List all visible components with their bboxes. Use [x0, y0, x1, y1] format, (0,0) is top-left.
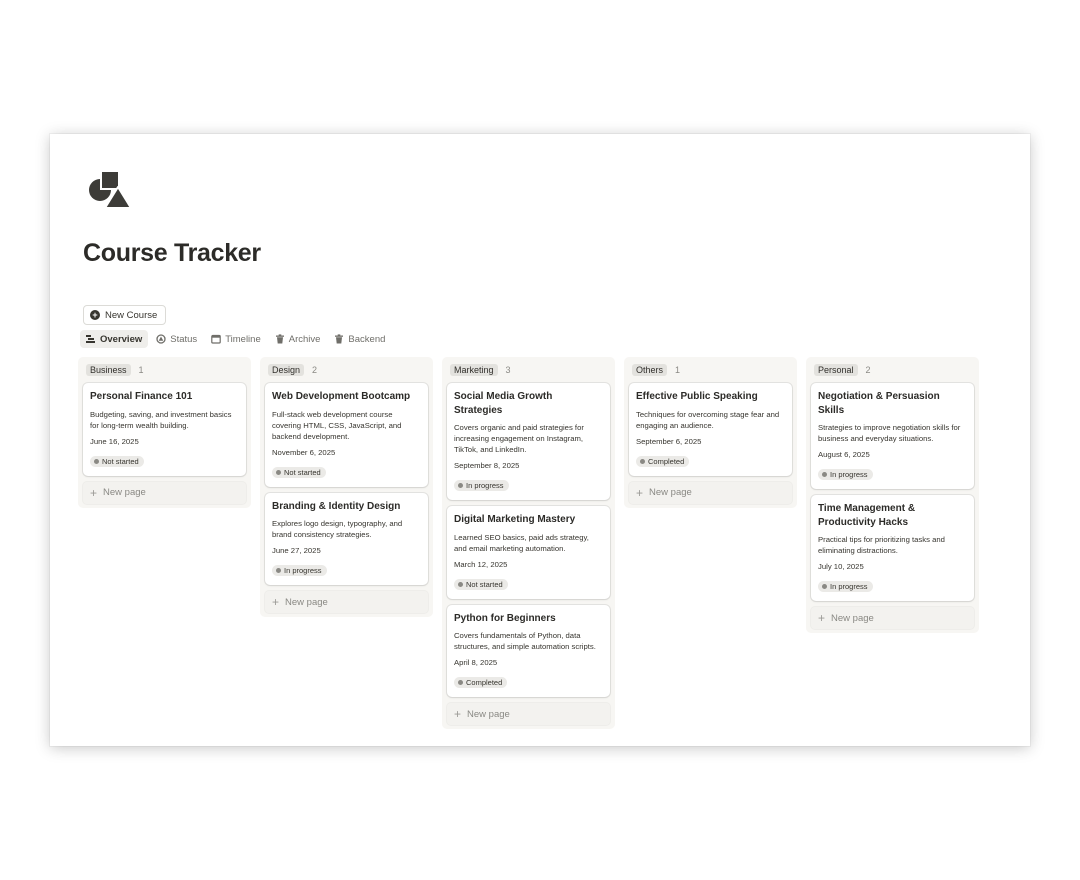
course-card[interactable] [629, 383, 792, 476]
card-title: Negotiation & Persuasion Skills [818, 391, 940, 416]
tab-label: Status [170, 333, 198, 345]
status-badge [454, 677, 507, 688]
status-badge [454, 579, 508, 590]
status-label: Not started [284, 467, 321, 477]
status-dot-icon [640, 459, 645, 464]
card-description: Budgeting, saving, and investment basics for long-term wealth building. [90, 409, 232, 430]
tab-timeline[interactable] [205, 330, 267, 348]
course-card[interactable] [265, 383, 428, 487]
plus-icon: + [90, 485, 98, 500]
status-dot-icon [276, 470, 281, 475]
view-tabs [80, 330, 391, 348]
board-icon [86, 334, 96, 344]
new-page-button[interactable] [629, 482, 792, 504]
course-card[interactable] [447, 605, 610, 698]
course-card[interactable] [83, 383, 246, 476]
column-tag: Business [86, 364, 131, 376]
status-dot-icon [458, 582, 463, 587]
new-course-label: New Course [105, 309, 158, 321]
card-description: Covers organic and paid strategies for increasing engagement on Instagram, TikTok, and LinkedIn. [454, 423, 584, 454]
new-page-button[interactable] [447, 703, 610, 725]
page-title: Course Tracker [83, 239, 261, 267]
course-card[interactable] [265, 493, 428, 586]
status-badge [272, 565, 327, 576]
status-badge [454, 480, 509, 491]
column-count: 2 [865, 365, 871, 375]
new-page-button[interactable] [811, 607, 974, 629]
status-label: In progress [284, 566, 322, 575]
column-header[interactable] [447, 362, 610, 378]
card-title: Digital Marketing Mastery [454, 514, 576, 525]
card-description: Covers fundamentals of Python, data structures, and simple automation scripts. [454, 631, 596, 651]
new-page-label: New page [831, 612, 874, 624]
card-date: September 8, 2025 [454, 461, 520, 470]
tab-status[interactable] [150, 330, 203, 348]
board-column-marketing [442, 357, 615, 729]
card-title: Web Development Bootcamp [272, 391, 411, 402]
plus-circle-icon: + [90, 310, 100, 320]
column-count: 2 [312, 365, 318, 375]
tab-backend[interactable] [328, 330, 391, 348]
tab-overview[interactable] [80, 330, 148, 348]
status-badge [818, 469, 873, 480]
column-tag: Design [268, 364, 304, 376]
card-description: Techniques for overcoming stage fear and engaging an audience. [636, 409, 780, 430]
status-badge [90, 456, 144, 467]
card-date: July 10, 2025 [818, 562, 864, 571]
board-column-business [78, 357, 251, 508]
board [78, 357, 979, 729]
status-label: In progress [830, 582, 868, 591]
status-label: Completed [466, 678, 503, 687]
status-dot-icon [822, 584, 827, 589]
tab-label: Backend [348, 333, 386, 345]
new-page-button[interactable] [265, 591, 428, 613]
card-date: September 6, 2025 [636, 436, 702, 446]
card-description: Explores logo design, typography, and brand consistency strategies. [272, 519, 403, 539]
column-count: 3 [505, 365, 511, 375]
status-dot-icon [276, 568, 281, 573]
card-date: June 16, 2025 [90, 436, 139, 446]
status-label: In progress [466, 481, 504, 490]
card-title: Branding & Identity Design [272, 500, 401, 512]
column-count: 1 [138, 365, 144, 375]
trash-icon [334, 334, 344, 344]
card-date: March 12, 2025 [454, 559, 508, 569]
course-card[interactable] [811, 495, 974, 601]
column-tag: Personal [814, 364, 858, 376]
status-badge [636, 456, 689, 467]
page-frame [50, 134, 1030, 746]
card-date: August 6, 2025 [818, 450, 870, 459]
card-description: Learned SEO basics, paid ads strategy, and email marketing automation. [454, 532, 589, 553]
card-title: Python for Beginners [454, 612, 556, 624]
status-icon [156, 334, 166, 344]
status-dot-icon [94, 459, 99, 464]
plus-icon: + [272, 595, 280, 609]
column-header[interactable] [83, 362, 246, 378]
status-badge [818, 581, 873, 592]
new-course-button[interactable] [83, 305, 166, 325]
card-title: Social Media Growth Strategies [454, 391, 553, 416]
card-title: Time Management & Productivity Hacks [818, 503, 916, 528]
plus-icon: + [818, 611, 826, 625]
calendar-icon [211, 334, 221, 344]
course-card[interactable] [811, 383, 974, 489]
course-card[interactable] [447, 383, 610, 500]
new-page-label: New page [649, 487, 692, 498]
column-header[interactable] [629, 362, 792, 378]
tab-label: Timeline [225, 333, 261, 345]
status-badge [272, 467, 326, 478]
card-title: Effective Public Speaking [636, 391, 758, 402]
new-page-label: New page [285, 596, 328, 608]
card-title: Personal Finance 101 [90, 391, 193, 402]
card-date: November 6, 2025 [272, 447, 336, 457]
tab-archive[interactable] [269, 330, 327, 348]
column-tag: Others [632, 364, 667, 376]
status-label: Completed [648, 456, 685, 466]
column-header[interactable] [811, 362, 974, 378]
plus-icon: + [636, 485, 644, 500]
new-page-label: New page [103, 487, 146, 498]
new-page-label: New page [467, 708, 510, 720]
board-column-personal [806, 357, 979, 633]
board-column-design [260, 357, 433, 617]
card-description: Full-stack web development course covering HTML, CSS, JavaScript, and backend development. [272, 409, 402, 441]
status-dot-icon [458, 483, 463, 488]
column-header[interactable] [265, 362, 428, 378]
shapes-logo-icon [87, 170, 133, 210]
status-dot-icon [822, 472, 827, 477]
status-label: Not started [102, 456, 139, 466]
column-count: 1 [675, 365, 681, 375]
board-column-others [624, 357, 797, 508]
trash-icon [275, 334, 285, 344]
plus-icon: + [454, 707, 462, 721]
tab-label: Overview [100, 333, 143, 345]
card-description: Strategies to improve negotiation skills for business and everyday situations. [818, 423, 961, 443]
status-label: In progress [830, 470, 868, 479]
course-card[interactable] [447, 506, 610, 599]
new-page-button[interactable] [83, 482, 246, 504]
column-tag: Marketing [450, 364, 498, 376]
card-description: Practical tips for prioritizing tasks and eliminating distractions. [818, 535, 945, 555]
status-dot-icon [458, 680, 463, 685]
card-date: June 27, 2025 [272, 546, 321, 555]
tab-label: Archive [288, 333, 321, 345]
status-label: Not started [466, 579, 503, 589]
card-date: April 8, 2025 [454, 658, 498, 667]
